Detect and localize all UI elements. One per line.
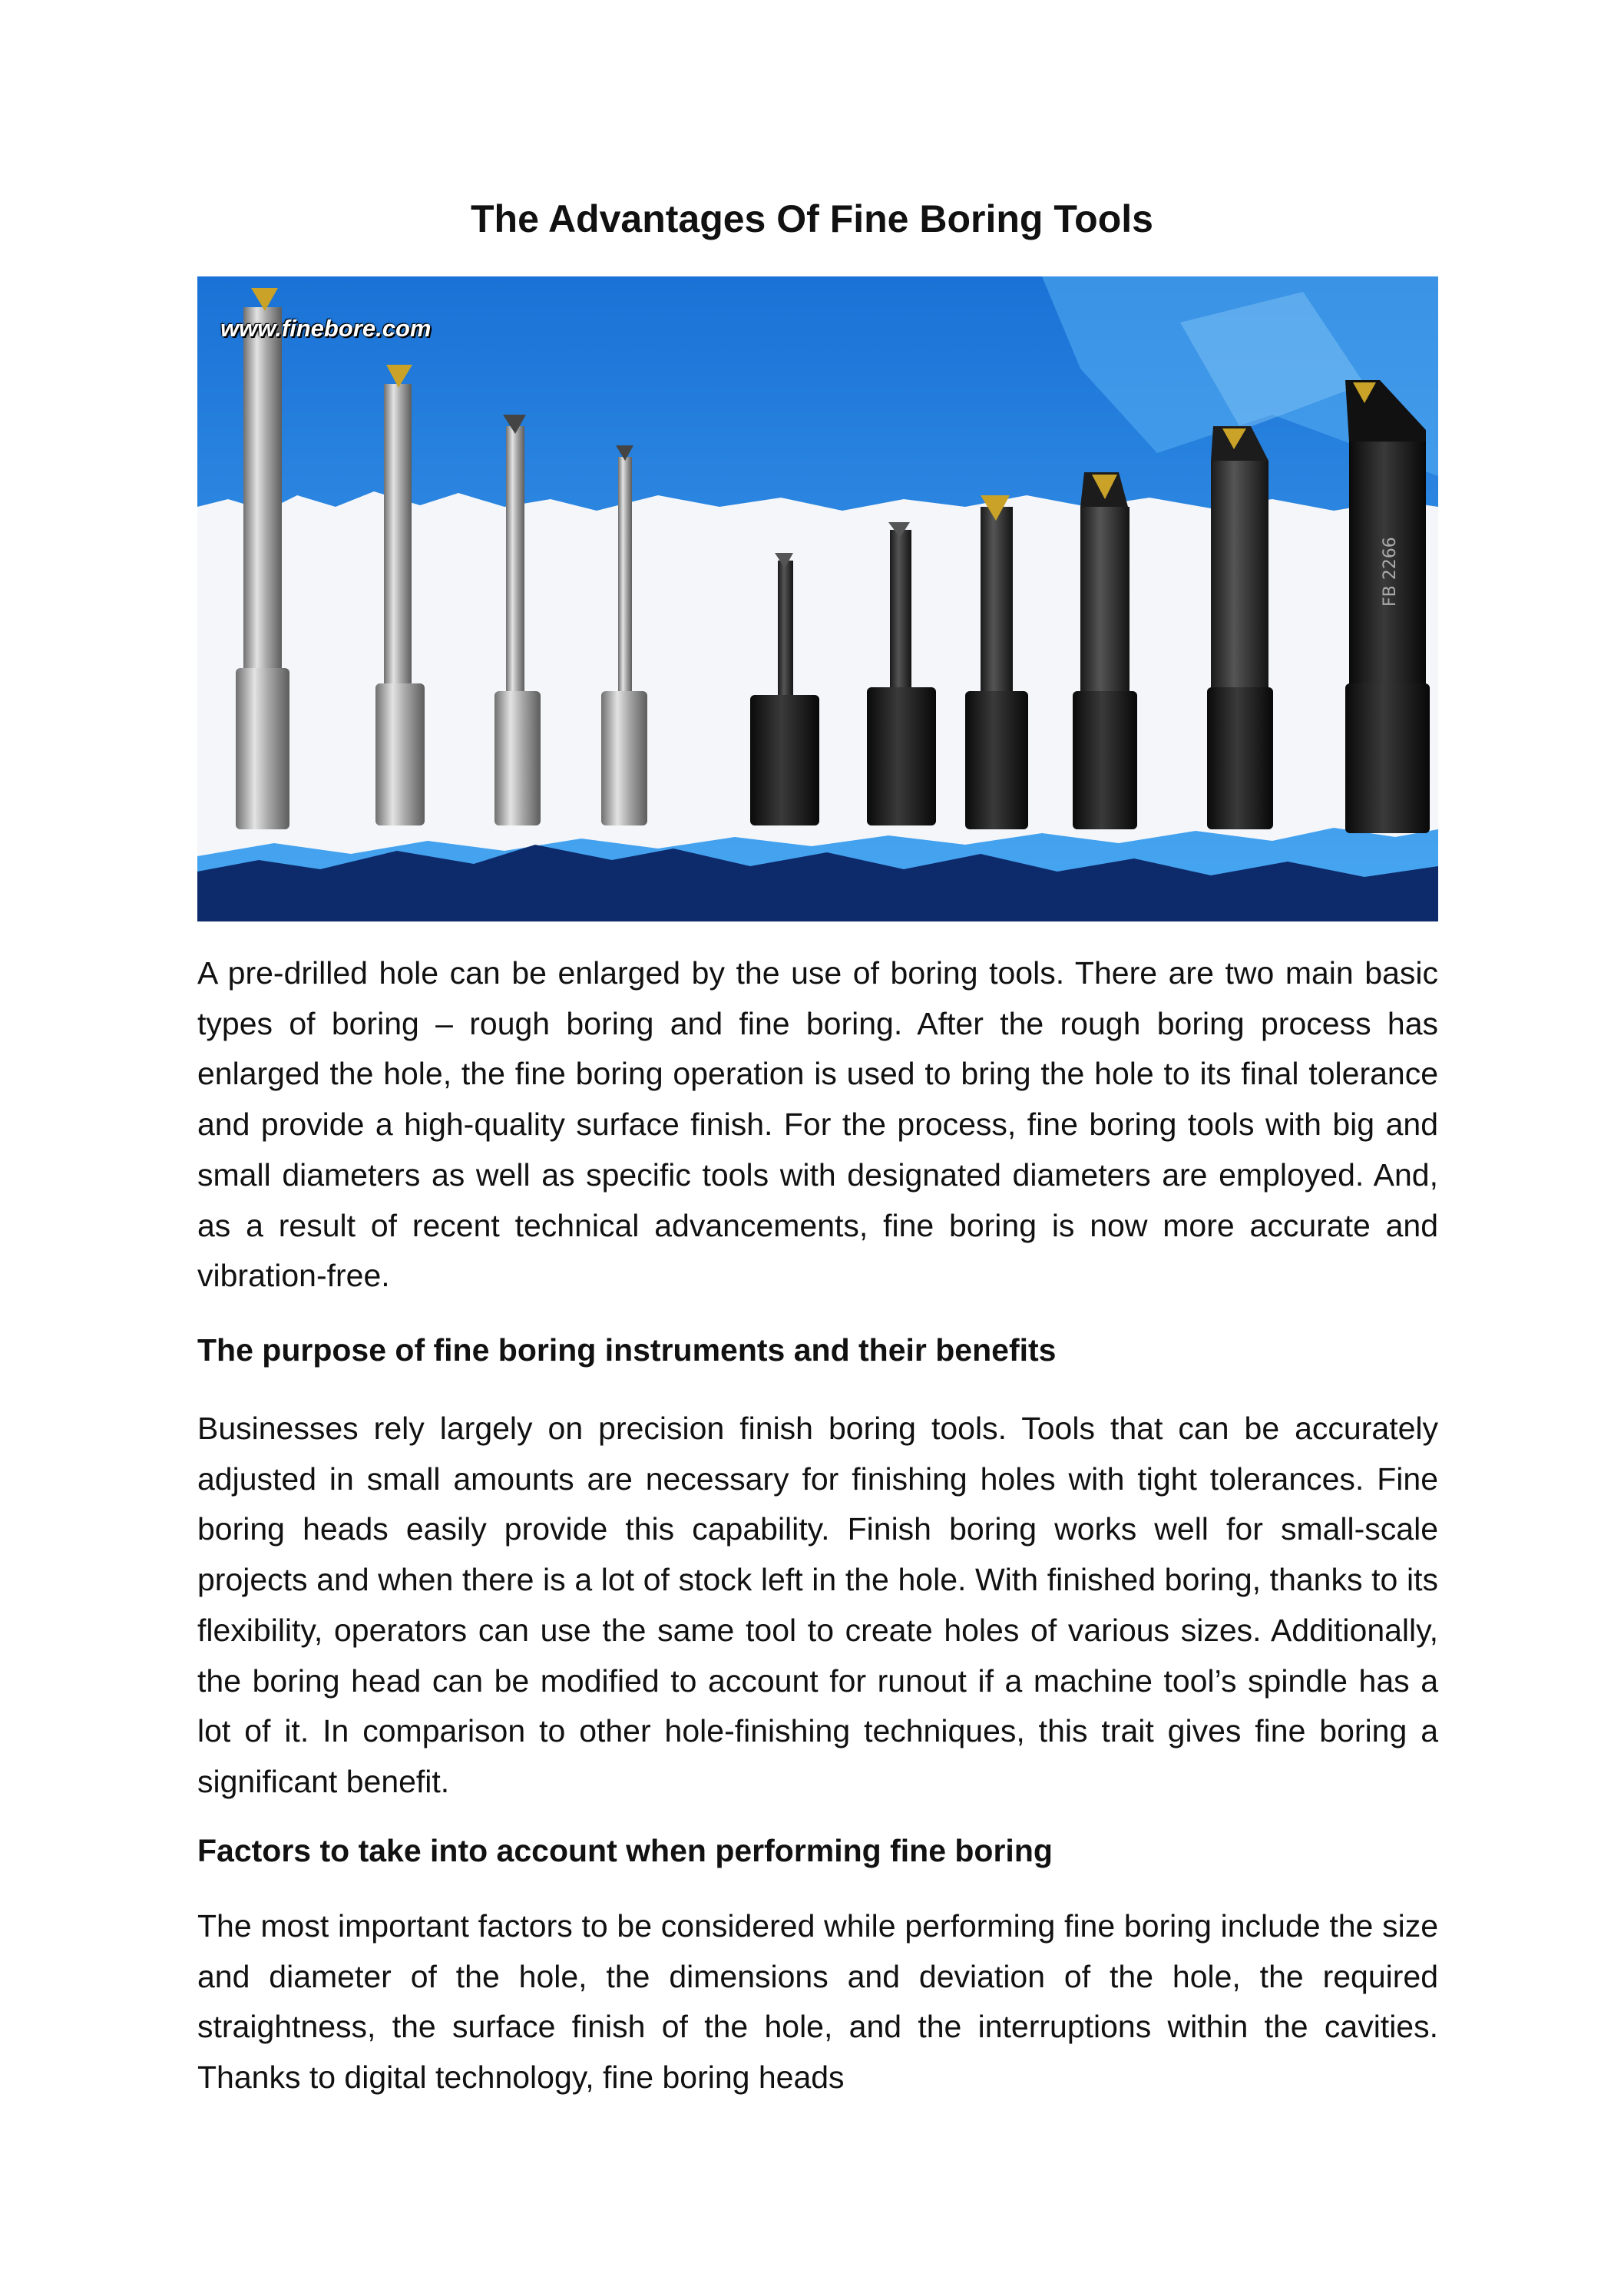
boring-tools-photo [197,276,1438,921]
tool-engraving: FB 2266 [1381,537,1400,607]
dark-tool-6 [1345,380,1430,833]
page-title: The Advantages Of Fine Boring Tools [471,197,1153,240]
dark-tool-4 [1073,472,1137,829]
paragraph-purpose: Businesses rely largely on precision finish boring tools. Tools that can be accurately adjusted in small amounts are necessary for finishing holes with tight tolerances. Fine boring heads easily provide this capability. Finish boring works well for small-scale projects and when there is a lot of stock left in the hole. With finished boring, thanks to its flexibility, operators can use the same tool to create holes of various sizes. Additionally, the boring head can be modified to account for runout if a machine tool’s spindle has a lot of it. In comparison to other hole-finishing techniques, this trait gives fine boring a significant benefit. [197,1411,1438,1799]
dark-tool-5 [1207,426,1273,829]
watermark-text: www.finebore.com [220,315,432,342]
heading-purpose: The purpose of fine boring instruments and their benefits [197,1332,1057,1368]
tools-illustration [197,276,1438,921]
silver-tool-1 [236,288,289,829]
heading-factors: Factors to take into account when performing fine boring [197,1833,1053,1868]
paragraph-factors: The most important factors to be considered while performing fine boring include the size and diameter of the hole, the dimensions and deviation of the hole, the required straightness, the surface finish of the hole, and the interruptions within the cavities. Thanks to digital technology, fine boring heads [197,1908,1438,2096]
paragraph-intro: A pre-drilled hole can be enlarged by the use of boring tools. There are two main basic types of boring – rough boring and fine boring. After the rough boring process has enlarged the hole, the fine boring operation is used to bring the hole to its final tolerance and provide a high-quality surface finish. For the process, fine boring tools with big and small diameters as well as specific tools with designated diameters are employed. And, as a result of recent technical advancements, fine boring is now more accurate and vibration-free. [197,955,1438,1294]
